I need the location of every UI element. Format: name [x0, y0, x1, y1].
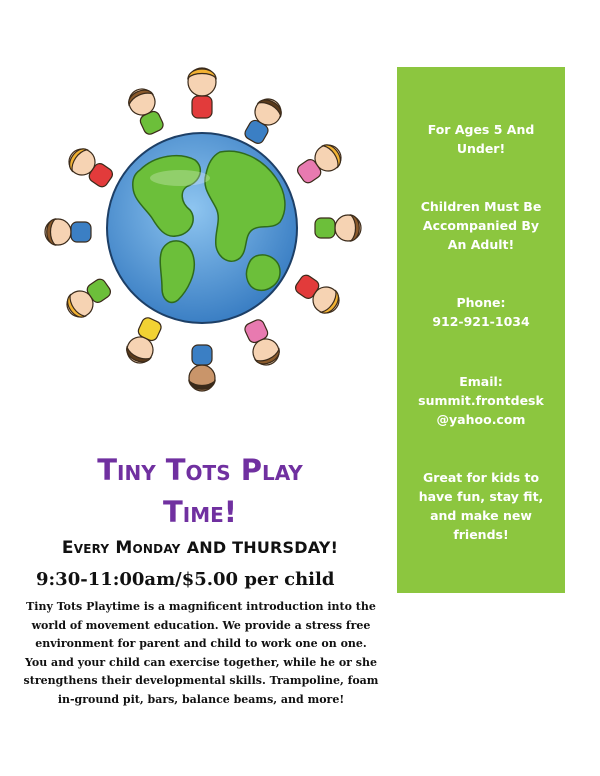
ages-info — [407, 120, 555, 158]
description-line: You and your child can exercise together, while he or she — [25, 655, 377, 669]
benefits-info — [407, 468, 555, 544]
accompanied-line: An Adult! — [447, 237, 515, 252]
email-info — [407, 372, 555, 429]
subtitle-days: Every Monday — [61, 538, 187, 558]
description-line: strengthens their developmental skills. Trampoline, foam — [23, 674, 379, 688]
benefits-line: and make new — [430, 508, 532, 523]
description-line: environment for parent and child to work one on one. — [35, 637, 367, 651]
info-sidebar — [397, 67, 565, 593]
globe-with-children-icon — [30, 60, 370, 400]
ages-line: Under! — [456, 141, 506, 156]
ages-line: For Ages 5 And — [427, 122, 535, 137]
title-line-2: Time! — [162, 495, 237, 529]
schedule-subtitle — [20, 538, 380, 558]
accompanied-info — [407, 197, 555, 254]
accompanied-line: Children Must Be — [420, 199, 542, 214]
time-price: 9:30-11:00am/$5.00 per child — [36, 569, 335, 590]
title-line-1: Tiny Tots Play — [97, 453, 303, 487]
email-address-line: summit.frontdesk — [418, 393, 544, 408]
benefits-line: friends! — [453, 527, 509, 542]
description — [20, 598, 382, 710]
email-label: Email: — [459, 374, 503, 389]
benefits-line: Great for kids to — [422, 470, 540, 485]
globe — [107, 133, 297, 323]
phone-info — [407, 293, 555, 331]
description-line: world of movement education. We provide a stress free — [31, 618, 371, 632]
phone-label: Phone: — [456, 295, 506, 310]
description-line: Tiny Tots Playtime is a magnificent introduction into the — [26, 600, 376, 613]
benefits-line: have fun, stay fit, — [418, 489, 544, 504]
phone-number: 912-921-1034 — [432, 314, 530, 329]
accompanied-line: Accompanied By — [422, 218, 540, 233]
subtitle-thursday: AND THURSDAY! — [186, 538, 339, 557]
description-line: in-ground pit, bars, balance beams, and more! — [57, 692, 345, 706]
email-address-line: @yahoo.com — [436, 412, 526, 427]
